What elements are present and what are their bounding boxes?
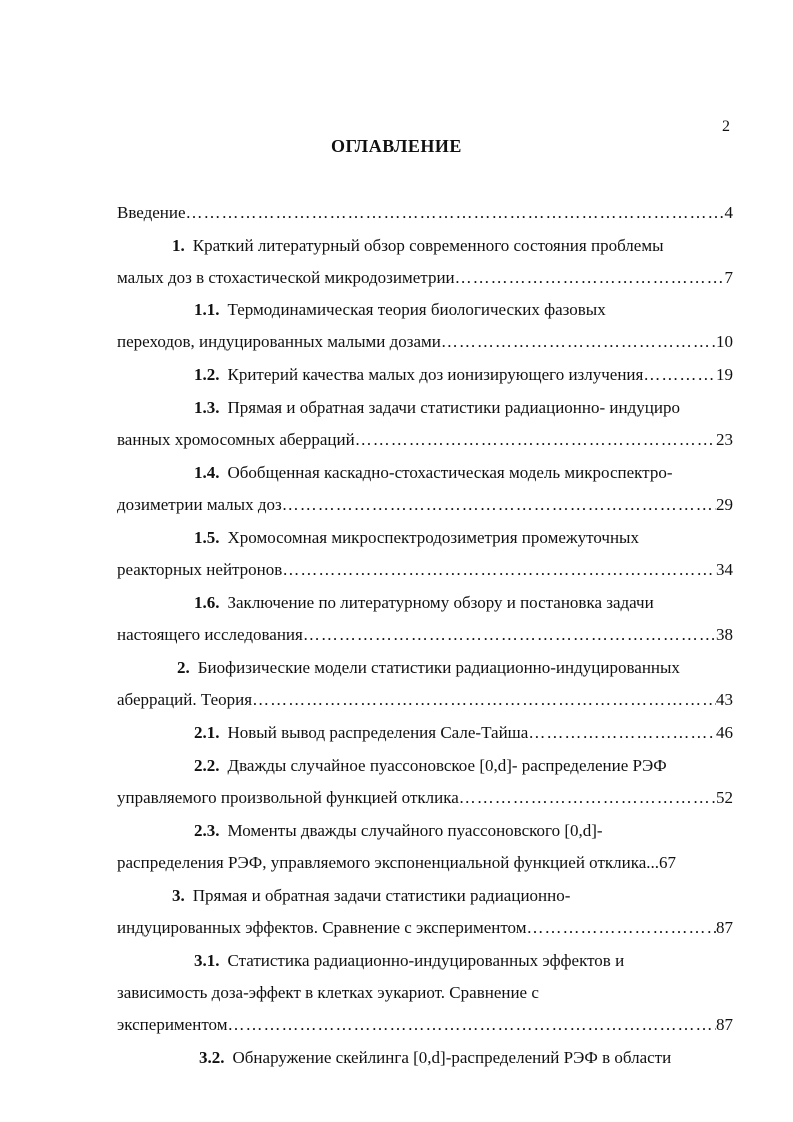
toc-entry-text: зависимость доза-эффект в клетках эукариот. Сравнение с <box>117 983 539 1002</box>
toc-entry-text: Краткий литературный обзор современного состояния проблемы <box>192 236 664 255</box>
toc-entry-number: 3. <box>172 886 185 905</box>
toc-entry-text: Введение <box>117 203 186 222</box>
toc-entry-text: Заключение по литературному обзору и постановка задачи <box>227 593 654 612</box>
toc-entry-page: 43 <box>716 690 733 709</box>
toc-entry-1-4-line1[interactable] <box>117 462 793 484</box>
toc-entry-number: 2.3. <box>194 821 220 840</box>
leader-dots <box>355 429 716 451</box>
toc-entry-1-6-line1[interactable] <box>117 592 793 614</box>
toc-entry-text: Критерий качества малых доз ионизирующего излучения <box>227 365 644 384</box>
toc-entry-text: Термодинамическая теория биологических фазовых <box>227 300 606 319</box>
toc-entry-3-1-line3[interactable] <box>117 1014 733 1036</box>
toc-entry-text: ванных хромосомных аберраций <box>117 430 355 449</box>
toc-entry-ch1-line2[interactable] <box>117 267 733 289</box>
toc-entry-1-5-line1[interactable] <box>117 527 793 549</box>
toc-entry-text: экспериментом <box>117 1015 228 1034</box>
leader-dots <box>528 722 716 744</box>
toc-entry-text: Моменты дважды случайного пуассоновского [0,d]- <box>227 821 603 840</box>
toc-entry-text: индуцированных эффектов. Сравнение с экспериментом <box>117 918 527 937</box>
toc-entry-number: 3.1. <box>194 951 220 970</box>
toc-entry-text: Обобщенная каскадно-стохастическая модель микроспектро- <box>227 463 673 482</box>
toc-entry-text: Обнаружение скейлинга [0,d]-распределений РЭФ в области <box>232 1048 672 1067</box>
toc-entry-ch3-line2[interactable] <box>117 917 733 939</box>
toc-entry-number: 1.3. <box>194 398 220 417</box>
toc-entry-text: переходов, индуцированных малыми дозами <box>117 332 441 351</box>
toc-entry-page: 46 <box>716 723 733 742</box>
toc-entry-2-3-line1[interactable] <box>117 820 793 842</box>
leader-dots <box>282 494 716 516</box>
toc-entry-page: 38 <box>716 625 733 644</box>
toc-entry-intro[interactable] <box>117 202 733 224</box>
toc-entry-text: Прямая и обратная задачи статистики радиационно- <box>192 886 571 905</box>
toc-entry-number: 1.6. <box>194 593 220 612</box>
leader-dots <box>186 202 725 224</box>
toc-entry-page: 4 <box>724 203 733 222</box>
toc-entry-text: управляемого произвольной функцией отклика <box>117 788 459 807</box>
toc-entry-3-2-line1[interactable] <box>117 1047 793 1069</box>
toc-entry-page: 23 <box>716 430 733 449</box>
page-number: 2 <box>722 118 730 135</box>
toc-entry-ch1-line1[interactable] <box>117 235 788 257</box>
toc-entry-1-3-line1[interactable] <box>117 397 793 419</box>
toc-entry-number: 1.2. <box>194 365 220 384</box>
toc-entry-3-1-line2[interactable] <box>117 982 733 1004</box>
toc-entry-3-1-line1[interactable] <box>117 950 793 972</box>
toc-entry-2-1[interactable] <box>117 722 733 744</box>
leader-dots <box>303 624 716 646</box>
toc-entry-1-1-line1[interactable] <box>117 299 793 321</box>
toc-entry-page: 10 <box>716 332 733 351</box>
toc-entry-text: Хромосомная микроспектродозиметрия промежуточных <box>227 528 639 547</box>
toc-entry-text: дозиметрии малых доз <box>117 495 282 514</box>
toc-entry-2-3-line2[interactable] <box>117 852 733 874</box>
toc-entry-ch3-line1[interactable] <box>117 885 788 907</box>
toc-entry-1-6-line2[interactable] <box>117 624 733 646</box>
leader-dots <box>282 559 716 581</box>
toc-entry-text: Дважды случайное пуассоновское [0,d]- распределение РЭФ <box>227 756 667 775</box>
toc-entry-page: 87 <box>716 1015 733 1034</box>
toc-entry-text: аберраций. Теория <box>117 690 253 709</box>
toc-entry-text: настоящего исследования <box>117 625 303 644</box>
toc-entry-1-3-line2[interactable] <box>117 429 733 451</box>
toc-entry-page: 29 <box>716 495 733 514</box>
leader-dots <box>441 331 716 353</box>
toc-entry-ch2-line1[interactable] <box>117 657 793 679</box>
toc-entry-number: 2.2. <box>194 756 220 775</box>
toc-entry-number: 1.4. <box>194 463 220 482</box>
toc-entry-page: 7 <box>724 268 733 287</box>
toc-entry-page: 52 <box>716 788 733 807</box>
toc-entry-number: 2. <box>177 658 190 677</box>
toc-entry-page: 34 <box>716 560 733 579</box>
toc-entry-text: Новый вывод распределения Сале-Тайша <box>227 723 529 742</box>
toc-entry-text: Прямая и обратная задачи статистики радиационно- индуциро <box>227 398 680 417</box>
toc-entry-number: 3.2. <box>199 1048 225 1067</box>
toc-entry-1-5-line2[interactable] <box>117 559 733 581</box>
leader-dots <box>455 267 725 289</box>
toc-entry-text: реакторных нейтронов <box>117 560 283 579</box>
toc-entry-ch2-line2[interactable] <box>117 689 733 711</box>
leader-dots <box>527 917 717 939</box>
toc-entry-2-2-line1[interactable] <box>117 755 793 777</box>
leader-dots <box>643 364 716 386</box>
toc-entry-page: 19 <box>716 365 733 384</box>
toc-entry-number: 1.5. <box>194 528 220 547</box>
toc-entry-number: 2.1. <box>194 723 220 742</box>
toc-entry-number: 1. <box>172 236 185 255</box>
toc-entry-1-4-line2[interactable] <box>117 494 733 516</box>
toc-entry-2-2-line2[interactable] <box>117 787 733 809</box>
toc-entry-1-2[interactable] <box>117 364 733 386</box>
leader-dots <box>252 689 716 711</box>
toc-entry-number: 1.1. <box>194 300 220 319</box>
leader-dots <box>227 1014 716 1036</box>
toc-entry-page: 87 <box>716 918 733 937</box>
leader-dots <box>459 787 716 809</box>
toc-entry-text: Статистика радиационно-индуцированных эффектов и <box>227 951 625 970</box>
toc-entry-text: распределения РЭФ, управляемого экспоненциальной функцией отклика...67 <box>117 853 677 872</box>
toc-entry-1-1-line2[interactable] <box>117 331 733 353</box>
page-title: ОГЛАВЛЕНИЕ <box>331 136 462 156</box>
toc-entry-text: малых доз в стохастической микродозиметрии <box>117 268 455 287</box>
toc-entry-text: Биофизические модели статистики радиационно-индуцированных <box>197 658 680 677</box>
